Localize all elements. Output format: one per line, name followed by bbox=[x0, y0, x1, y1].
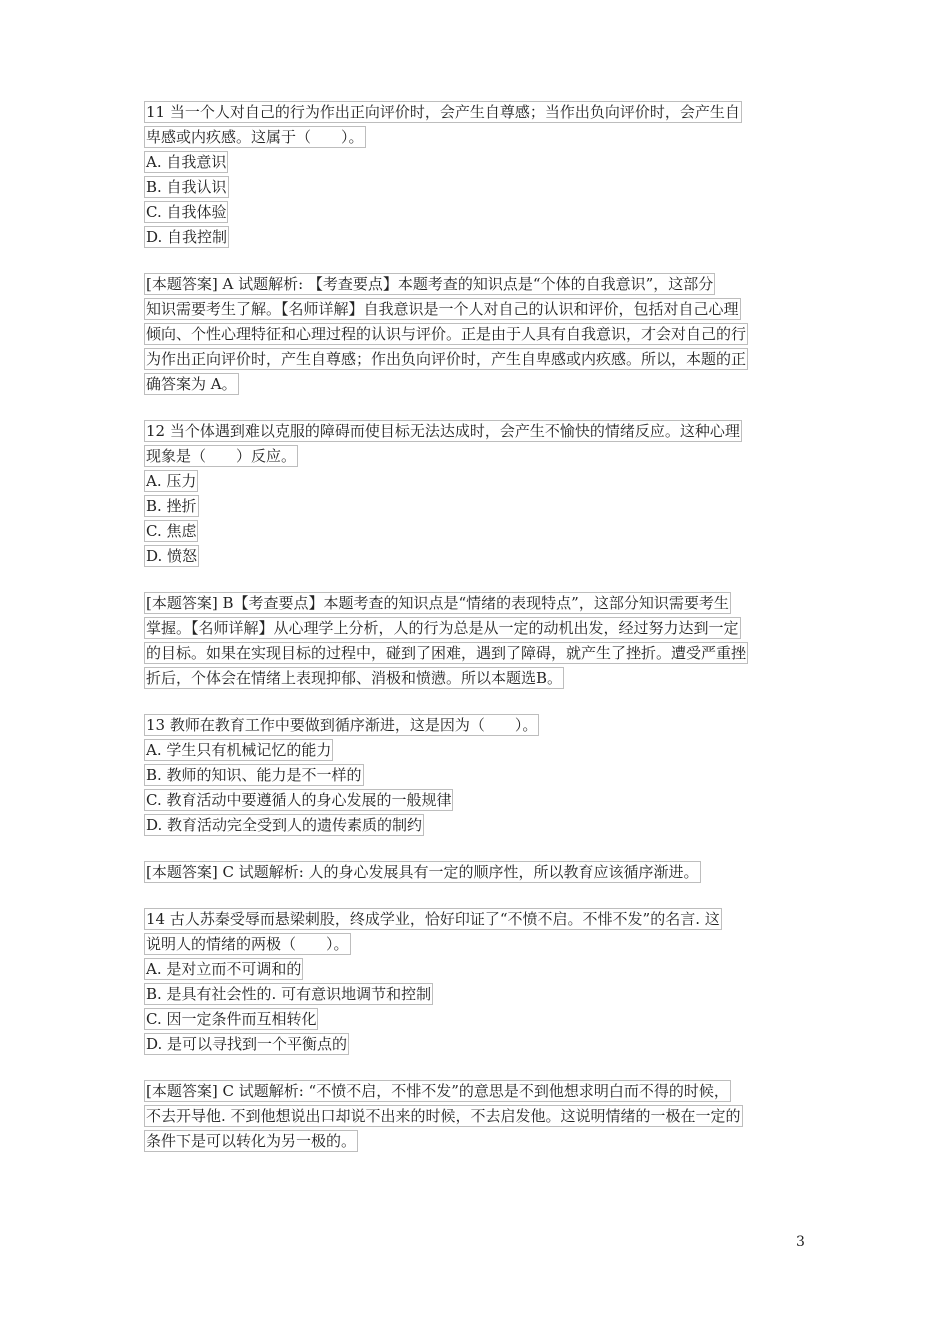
question-stem-line: 现象是（ ）反应。 bbox=[146, 447, 297, 465]
option-c: C. 焦虑 bbox=[146, 522, 197, 540]
answer-line: 倾向、个性心理特征和心理过程的认识与评价。正是由于人具有自我意识，才会对自己的行 bbox=[146, 325, 747, 343]
option-a: A. 学生只有机械记忆的能力 bbox=[146, 741, 332, 759]
option-d: D. 教育活动完全受到人的遗传素质的制约 bbox=[146, 816, 423, 834]
option-c: C. 教育活动中要遵循人的身心发展的一般规律 bbox=[146, 791, 452, 809]
option-a: A. 压力 bbox=[146, 472, 197, 490]
answer-line: 为作出正向评价时，产生自尊感；作出负向评价时，产生自卑感或内疚感。所以，本题的正 bbox=[146, 350, 747, 368]
option-c: C. 因一定条件而互相转化 bbox=[146, 1010, 317, 1028]
option-c: C. 自我体验 bbox=[146, 203, 227, 221]
question-block bbox=[144, 420, 819, 688]
answer-line: 条件下是可以转化为另一极的。 bbox=[146, 1132, 357, 1150]
answer-line: 不去开导他. 不到他想说出口却说不出来的时候，不去启发他。这说明情绪的一极在一定的 bbox=[146, 1107, 741, 1125]
question-stem-line: 12 当个体遇到难以克服的障碍而使目标无法达成时，会产生不愉快的情绪反应。这种心理 bbox=[146, 422, 740, 440]
option-d: D. 愤怒 bbox=[146, 547, 198, 565]
option-b: B. 自我认识 bbox=[146, 178, 227, 196]
question-block bbox=[144, 908, 819, 1151]
answer-line: 掌握。【名师详解】从心理学上分析，人的行为总是从一定的动机出发，经过努力达到一定 bbox=[146, 619, 739, 637]
option-d: D. 是可以寻找到一个平衡点的 bbox=[146, 1035, 348, 1053]
question-stem-line: 13 教师在教育工作中要做到循序渐进，这是因为（ ）。 bbox=[146, 716, 538, 734]
option-a: A. 自我意识 bbox=[146, 153, 227, 171]
option-d: D. 自我控制 bbox=[146, 228, 228, 246]
option-a: A. 是对立而不可调和的 bbox=[146, 960, 302, 978]
answer-line: [本题答案] B【考查要点】本题考查的知识点是“情绪的表现特点”，这部分知识需要考生 bbox=[146, 594, 729, 612]
option-b: B. 是具有社会性的. 可有意识地调节和控制 bbox=[146, 985, 432, 1003]
question-stem-line: 卑感或内疚感。这属于（ ）。 bbox=[146, 128, 364, 146]
question-block bbox=[144, 714, 819, 882]
option-b: B. 挫折 bbox=[146, 497, 197, 515]
answer-line: 的目标。如果在实现目标的过程中，碰到了困难，遇到了障碍，就产生了挫折。遭受严重挫 bbox=[146, 644, 747, 662]
question-block bbox=[144, 101, 819, 394]
answer-line: 知识需要考生了解。【名师详解】自我意识是一个人对自己的认识和评价，包括对自己心理 bbox=[146, 300, 739, 318]
answer-line: 确答案为 A。 bbox=[146, 375, 237, 393]
option-b: B. 教师的知识、能力是不一样的 bbox=[146, 766, 362, 784]
answer-line: [本题答案] C 试题解析: 人的身心发展具有一定的顺序性，所以教育应该循序渐进。 bbox=[146, 863, 699, 881]
answer-line: [本题答案] C 试题解析: “不愤不启，不悱不发”的意思是不到他想求明白而不得的时候， bbox=[146, 1082, 729, 1100]
page-number: 3 bbox=[796, 1234, 805, 1250]
question-stem-line: 14 古人苏秦受辱而悬梁刺股，终成学业，恰好印证了“不愤不启。不悱不发”的名言. 这 bbox=[146, 910, 720, 928]
answer-line: 折后，个体会在情绪上表现抑郁、消极和愤懑。所以本题选B。 bbox=[146, 669, 563, 687]
answer-line: [本题答案] A 试题解析: 【考查要点】本题考查的知识点是“个体的自我意识”，这部分 bbox=[146, 275, 714, 293]
page-content bbox=[144, 101, 819, 1155]
question-stem-line: 11 当一个人对自己的行为作出正向评价时，会产生自尊感；当作出负向评价时，会产生自 bbox=[146, 103, 740, 121]
question-stem-line: 说明人的情绪的两极（ ）。 bbox=[146, 935, 349, 953]
